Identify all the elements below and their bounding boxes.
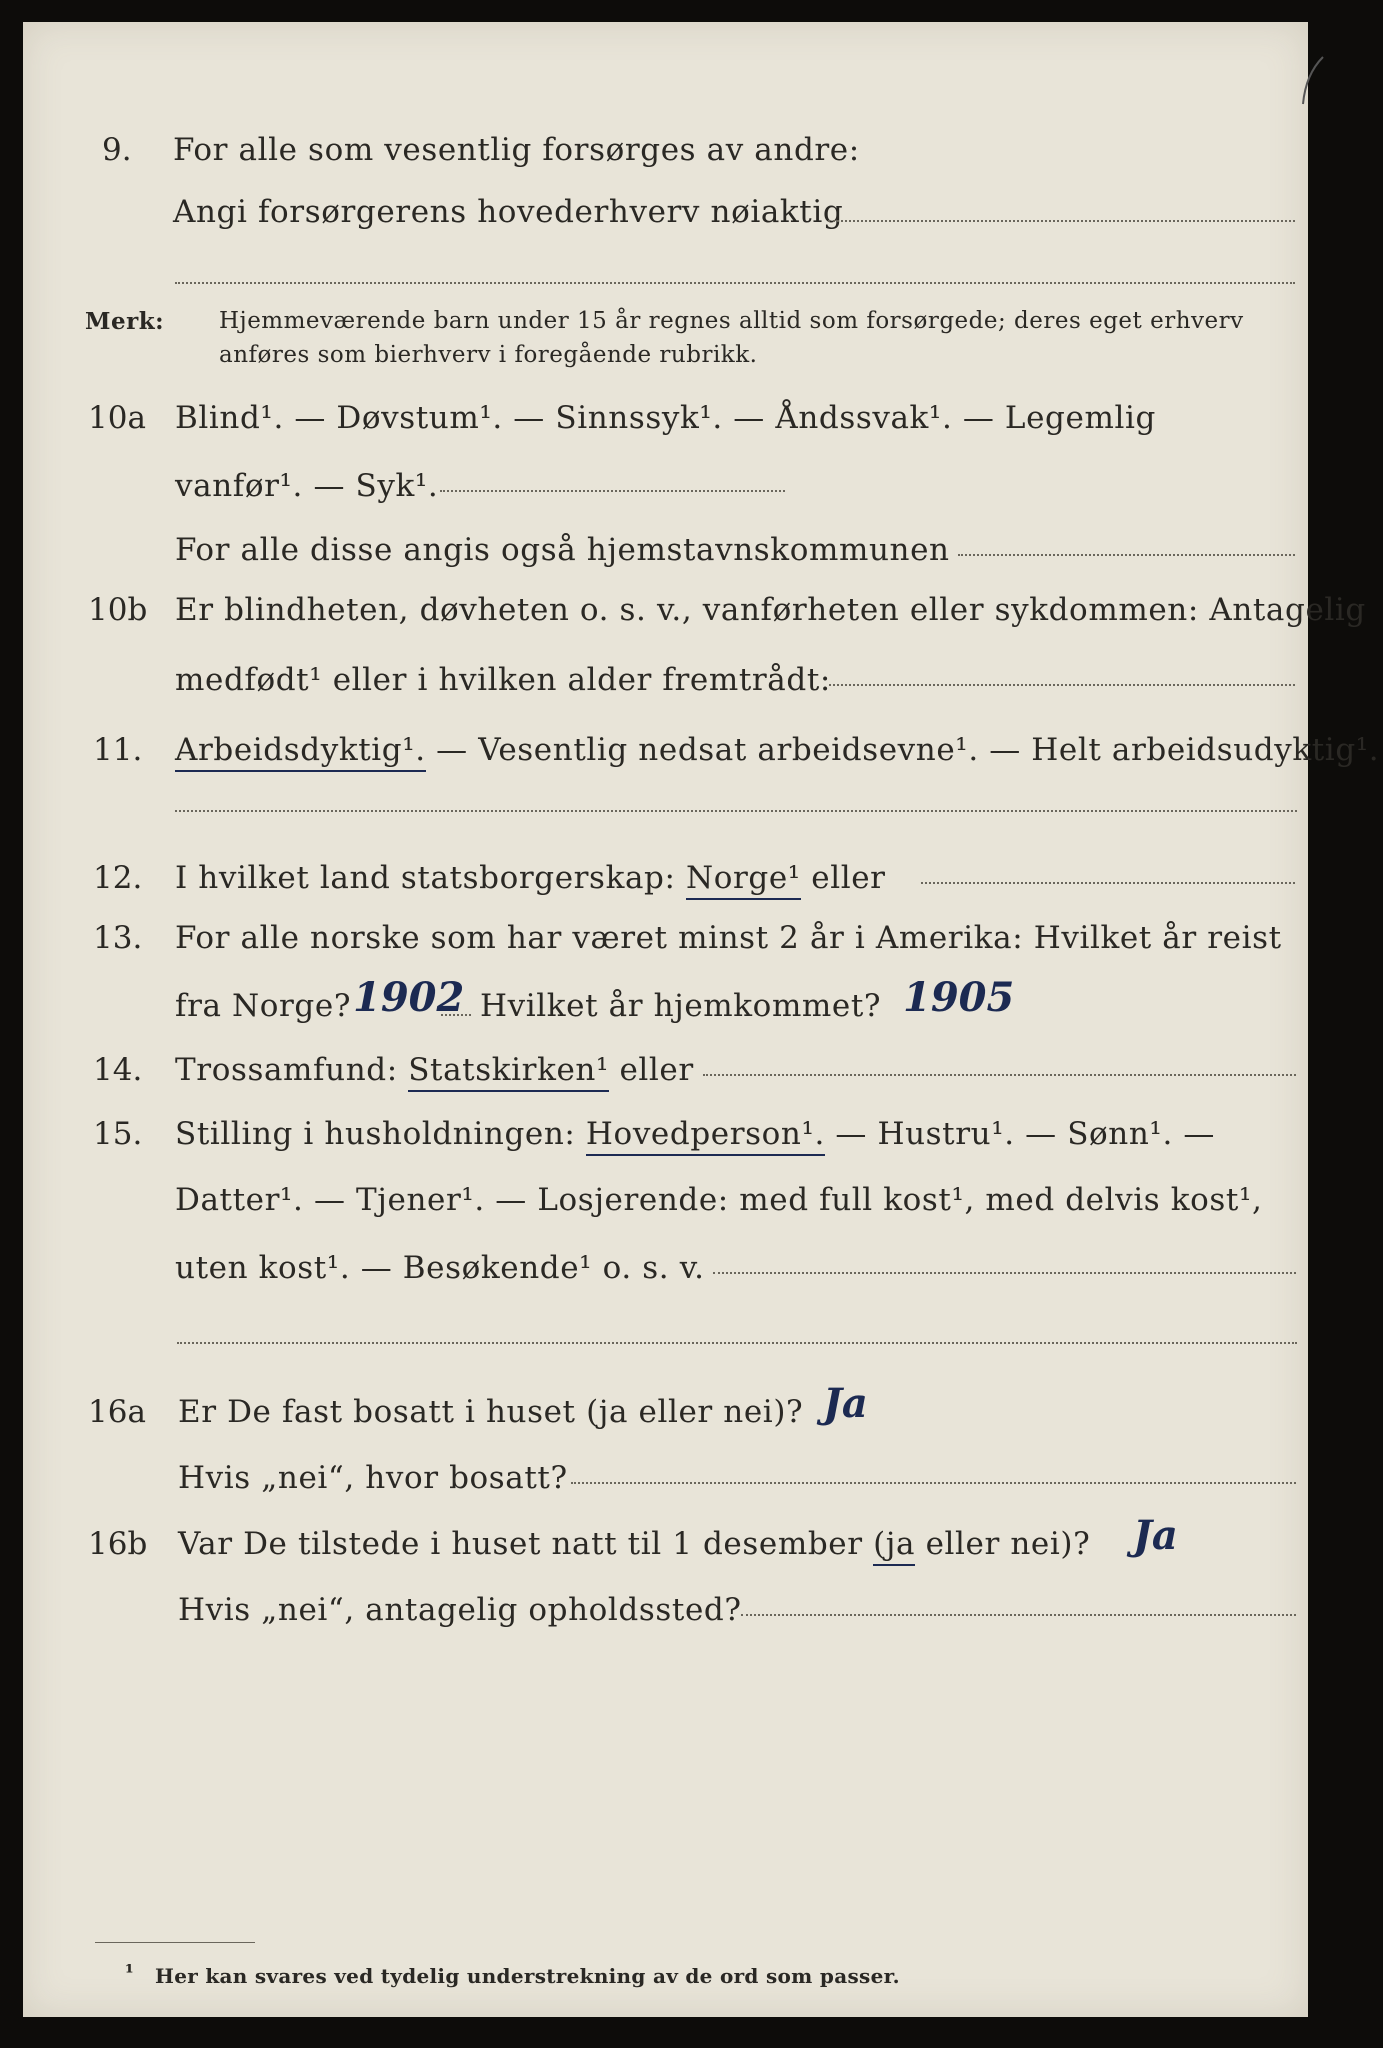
q9-answer-line: [828, 220, 1295, 222]
merk-line1: Hjemmeværende barn under 15 år regnes alltid som forsørgede; deres eget erhverv: [219, 308, 1244, 334]
q15-line2: Datter¹. — Tjener¹. — Losjerende: med full kost¹, med delvis kost¹,: [175, 1182, 1263, 1218]
q10a-hjemstavn-line: [958, 554, 1295, 556]
q15-line3: uten kost¹. — Besøkende¹ o. s. v.: [175, 1250, 705, 1286]
q16b-number: 16b: [88, 1526, 148, 1562]
q12-answer-line: [921, 882, 1295, 884]
q14-number: 14.: [93, 1052, 143, 1088]
q16b-answer-line: [741, 1614, 1296, 1616]
q13-line2b: Hvilket år hjemkommet?: [480, 988, 882, 1024]
pencil-mark: [1283, 52, 1333, 112]
q16b-handwritten-answer: Ja: [1133, 1512, 1178, 1559]
q15-number: 15.: [93, 1116, 143, 1152]
q9-answer-line-2: [175, 282, 1295, 284]
q13-line1: For alle norske som har været minst 2 år i Amerika: Hvilket år reist: [175, 920, 1282, 956]
q10a-answer-line: [440, 490, 785, 492]
q11-answer-line: [175, 810, 1297, 812]
q13-number: 13.: [93, 920, 143, 956]
merk-line2: anføres som bierhverv i foregående rubrikk.: [219, 342, 758, 368]
q14-pre: Trossamfund:: [175, 1052, 409, 1088]
q10a-number: 10a: [88, 400, 146, 436]
q15-underlined-answer: Hovedperson¹.: [586, 1116, 825, 1156]
q16a-line1: Er De fast bosatt i huset (ja eller nei)?: [178, 1394, 804, 1430]
census-form-page: [23, 22, 1380, 2017]
q16b-line1: [178, 1526, 1090, 1562]
q12-line: [175, 860, 886, 896]
q14-underlined-answer: Statskirken¹: [408, 1052, 609, 1092]
q11-number: 11.: [93, 732, 143, 768]
q10a-line1: Blind¹. — Døvstum¹. — Sinnssyk¹. — Åndssvak¹. — Legemlig: [175, 400, 1156, 436]
footnote-text: Her kan svares ved tydelig understrekning av de ord som passer.: [155, 1964, 900, 1988]
q16a-answer-line: [571, 1482, 1296, 1484]
q14-post: eller: [609, 1052, 694, 1088]
q10b-line1: Er blindheten, døvheten o. s. v., vanførheten eller sykdommen: Antagelig: [175, 592, 1366, 628]
q15-pre: Stilling i husholdningen:: [175, 1116, 586, 1152]
q12-underlined-answer: Norge¹: [686, 860, 801, 900]
q16a-line2: Hvis „nei“, hvor bosatt?: [178, 1460, 568, 1496]
q9-line1: For alle som vesentlig forsørges av andre:: [173, 132, 860, 168]
q14-answer-line: [703, 1074, 1296, 1076]
q16b-line2: Hvis „nei“, antagelig opholdssted?: [178, 1592, 742, 1628]
q16a-number: 16a: [88, 1394, 146, 1430]
q10b-line2: medfødt¹ eller i hvilken alder fremtrådt:: [175, 662, 831, 698]
footnote-separator: [95, 1942, 255, 1943]
q11-underlined-answer: Arbeidsdyktig¹.: [175, 732, 426, 772]
merk-label: Merk:: [85, 308, 165, 335]
q10b-answer-line: [829, 684, 1295, 686]
q10b-number: 10b: [88, 592, 148, 628]
q12-pre: I hvilket land statsborgerskap:: [175, 860, 686, 896]
q15-answer-line: [713, 1272, 1296, 1274]
q13-dots-1: [441, 1014, 471, 1016]
q11-rest: — Vesentlig nedsat arbeidsevne¹. — Helt arbeidsudyktig¹.: [425, 732, 1380, 768]
q15-line1: [175, 1116, 1215, 1152]
q13-handwritten-year-returned: 1905: [903, 974, 1015, 1021]
q9-line2: Angi forsørgerens hovederhverv nøiaktig: [173, 194, 844, 230]
q9-number: 9.: [102, 132, 132, 168]
q13-line2a: fra Norge?: [175, 988, 352, 1024]
q14-line: [175, 1052, 694, 1088]
q16a-handwritten-answer: Ja: [823, 1380, 868, 1427]
q15-post: — Hustru¹. — Sønn¹. —: [824, 1116, 1215, 1152]
footnote-mark: ¹: [125, 1960, 135, 1984]
q13-handwritten-year-left: 1902: [353, 974, 465, 1021]
q16b-underlined-answer: (ja: [873, 1526, 915, 1566]
q12-post: eller: [800, 860, 886, 896]
q16b-line1b: eller nei)?: [915, 1526, 1091, 1562]
q12-number: 12.: [93, 860, 143, 896]
q16b-line1a: Var De tilstede i huset natt til 1 desember: [178, 1526, 874, 1562]
q11-line: [175, 732, 1379, 768]
q10a-line3: For alle disse angis også hjemstavnskommunen: [175, 532, 950, 568]
q15-answer-line-2: [177, 1342, 1297, 1344]
q10a-line2: vanfør¹. — Syk¹.: [175, 468, 439, 504]
